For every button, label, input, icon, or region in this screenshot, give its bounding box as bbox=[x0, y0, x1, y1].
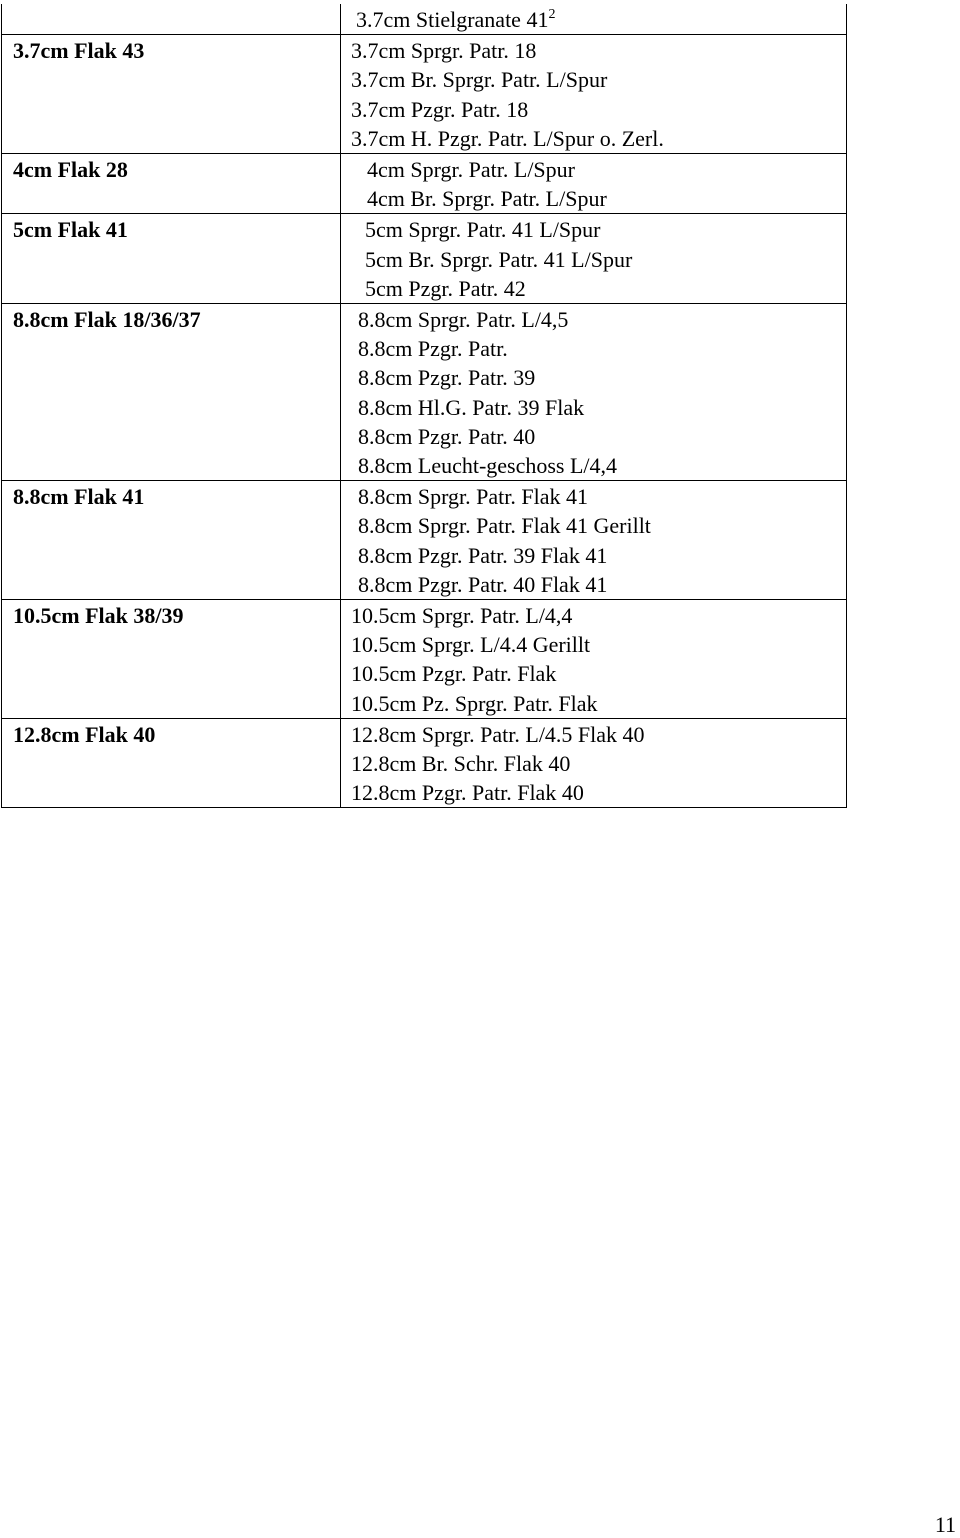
ammo-cell bbox=[341, 304, 847, 481]
table-row bbox=[2, 35, 847, 154]
ammo-line: 8.8cm Hl.G. Patr. 39 Flak bbox=[358, 394, 585, 420]
ammo-cell bbox=[341, 600, 847, 719]
table-row bbox=[2, 718, 847, 808]
table-row bbox=[2, 4, 847, 35]
ammo-line: 4cm Sprgr. Patr. L/Spur bbox=[367, 157, 575, 183]
ammo-line: 3.7cm H. Pzgr. Patr. L/Spur o. Zerl. bbox=[351, 125, 664, 151]
ammo-line: 8.8cm Sprgr. Patr. Flak 41 Gerillt bbox=[358, 513, 651, 539]
table-row bbox=[2, 481, 847, 600]
footnote-marker: 2 bbox=[548, 7, 556, 22]
ammo-line: 10.5cm Pz. Sprgr. Patr. Flak bbox=[351, 690, 598, 716]
ammunition-table bbox=[1, 4, 847, 808]
page-number: 11 bbox=[934, 1512, 956, 1537]
ammo-line: 8.8cm Pzgr. Patr. 40 Flak 41 bbox=[358, 571, 608, 597]
ammo-line: 5cm Br. Sprgr. Patr. 41 L/Spur bbox=[365, 246, 633, 272]
ammo-line bbox=[356, 5, 846, 34]
ammo-line: 10.5cm Pzgr. Patr. Flak bbox=[351, 661, 557, 687]
ammo-line: 8.8cm Pzgr. Patr. 39 bbox=[358, 365, 536, 391]
ammo-line: 10.5cm Sprgr. Patr. L/4,4 bbox=[351, 603, 573, 629]
gun-cell bbox=[2, 4, 341, 35]
ammo-cell bbox=[341, 481, 847, 600]
gun-cell: 3.7cm Flak 43 bbox=[2, 35, 341, 154]
ammo-line: 8.8cm Pzgr. Patr. 39 Flak 41 bbox=[358, 542, 608, 568]
ammo-cell bbox=[341, 214, 847, 304]
table-row bbox=[2, 154, 847, 214]
gun-cell: 12.8cm Flak 40 bbox=[2, 718, 341, 808]
ammo-cell bbox=[341, 4, 847, 35]
ammo-cell bbox=[341, 154, 847, 214]
gun-cell: 8.8cm Flak 41 bbox=[2, 481, 341, 600]
gun-cell: 5cm Flak 41 bbox=[2, 214, 341, 304]
table-row bbox=[2, 214, 847, 304]
ammo-text: 3.7cm Stielgranate 41 bbox=[356, 7, 549, 32]
ammo-line: 3.7cm Pzgr. Patr. 18 bbox=[351, 96, 529, 122]
gun-cell: 10.5cm Flak 38/39 bbox=[2, 600, 341, 719]
ammo-line: 8.8cm Sprgr. Patr. Flak 41 bbox=[358, 484, 588, 510]
ammo-line: 12.8cm Pzgr. Patr. Flak 40 bbox=[351, 780, 584, 806]
ammo-line: 10.5cm Sprgr. L/4.4 Gerillt bbox=[351, 632, 591, 658]
ammo-line: 3.7cm Sprgr. Patr. 18 bbox=[351, 38, 537, 64]
ammo-cell bbox=[341, 718, 847, 808]
ammo-line: 8.8cm Pzgr. Patr. 40 bbox=[358, 423, 536, 449]
ammo-line: 3.7cm Br. Sprgr. Patr. L/Spur bbox=[351, 67, 608, 93]
gun-cell: 4cm Flak 28 bbox=[2, 154, 341, 214]
ammo-line: 4cm Br. Sprgr. Patr. L/Spur bbox=[367, 186, 607, 212]
table-row bbox=[2, 304, 847, 481]
ammo-line: 8.8cm Pzgr. Patr. bbox=[358, 336, 508, 362]
ammo-line: 5cm Sprgr. Patr. 41 L/Spur bbox=[365, 217, 601, 243]
ammo-line: 8.8cm Sprgr. Patr. L/4,5 bbox=[358, 307, 569, 333]
gun-cell: 8.8cm Flak 18/36/37 bbox=[2, 304, 341, 481]
ammo-cell bbox=[341, 35, 847, 154]
ammo-line: 12.8cm Br. Schr. Flak 40 bbox=[351, 751, 571, 777]
ammo-line: 5cm Pzgr. Patr. 42 bbox=[365, 275, 526, 301]
table-row bbox=[2, 600, 847, 719]
ammo-line: 8.8cm Leucht-geschoss L/4,4 bbox=[358, 453, 618, 479]
ammunition-table-body bbox=[2, 4, 847, 808]
ammo-line: 12.8cm Sprgr. Patr. L/4.5 Flak 40 bbox=[351, 721, 645, 747]
